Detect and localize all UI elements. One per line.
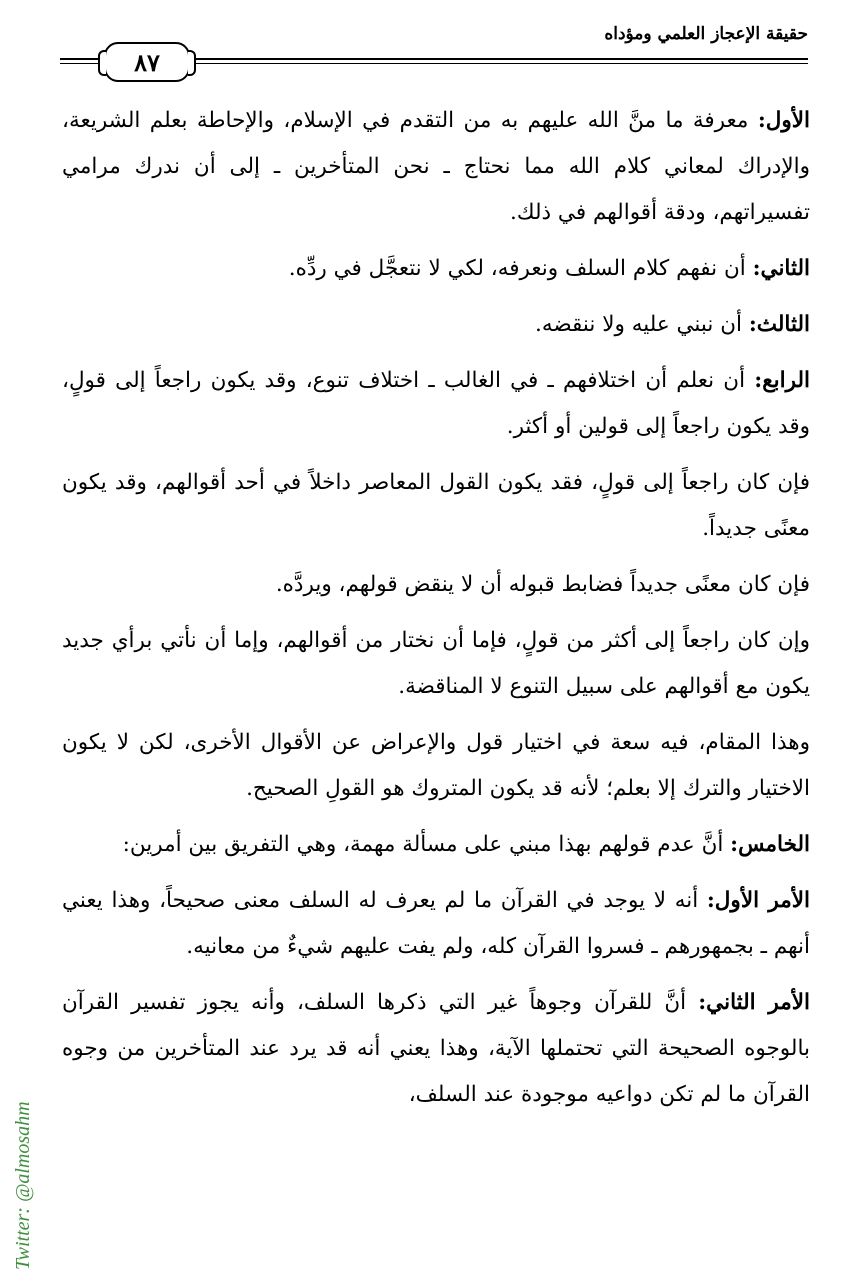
paragraph xyxy=(62,302,810,348)
header-rule xyxy=(60,63,100,64)
running-header xyxy=(60,14,808,84)
paragraph xyxy=(62,878,810,970)
header-rule xyxy=(190,63,808,64)
paragraph-text: أنَّ للقرآن وجوهاً غير التي ذكرها السلف، وأنه يجوز تفسير القرآن بالوجوه الصحيحة التي تحتملها الآية، وهذا يعني أنه قد يرد عند المتأخرين من وجوه القرآن ما لم تكن دواعيه موجودة عند السلف، xyxy=(62,990,810,1107)
body-text xyxy=(62,98,810,1128)
paragraph-text: فإن كان معنًى جديداً فضابط قبوله أن لا ينقض قولهم، ويردَّه. xyxy=(275,572,810,597)
paragraph xyxy=(62,98,810,236)
paragraph-text: وإن كان راجعاً إلى أكثر من قولٍ، فإما أن نختار من أقوالهم، وإما أن نأتي برأي جديد يكون مع أقوالهم على سبيل التنوع لا المناقضة. xyxy=(62,628,810,699)
paragraph-lead: الثاني: xyxy=(752,256,810,281)
paragraph-text: معرفة ما منَّ الله عليهم به من التقدم في الإسلام، والإحاطة بعلم الشريعة، والإدراك لمعاني كلام الله مما نحتاج ـ نحن المتأخرين ـ إلى أن ندرك مرامي تفسيراتهم، ودقة أقوالهم في ذلك. xyxy=(62,108,810,225)
paragraph xyxy=(62,246,810,292)
paragraph-text: أنَّ عدم قولهم بهذا مبني على مسألة مهمة، وهي التفريق بين أمرين: xyxy=(122,832,731,857)
paragraph-lead: الخامس: xyxy=(730,832,810,857)
paragraph xyxy=(62,358,810,450)
paragraph xyxy=(62,460,810,552)
paragraph-text: وهذا المقام، فيه سعة في اختيار قول والإعراض عن الأقوال الأخرى، لكن لا يكون الاختيار والترك إلا بعلم؛ لأنه قد يكون المتروك هو القولِ الصحيح. xyxy=(62,730,810,801)
header-rule xyxy=(60,58,100,60)
running-title: حقيقة الإعجاز العلمي ومؤداه xyxy=(604,24,808,44)
paragraph-text: أنه لا يوجد في القرآن ما لم يعرف له السلف معنى صحيحاً، وهذا يعني أنهم ـ بجمهورهم ـ فسروا القرآن كله، ولم يفت عليهم شيءٌ من معانيه. xyxy=(62,888,810,959)
page-number: ٨٧ xyxy=(134,47,160,77)
paragraph-text: أن نعلم أن اختلافهم ـ في الغالب ـ اختلاف تنوع، وقد يكون راجعاً إلى قولٍ، وقد يكون راجعاً إلى قولين أو أكثر. xyxy=(62,368,810,439)
paragraph-lead: الثالث: xyxy=(748,312,810,337)
paragraph-lead: الأمر الثاني: xyxy=(698,990,810,1015)
header-rule xyxy=(190,58,808,60)
twitter-watermark: Twitter: @almosahm xyxy=(12,1101,34,1270)
paragraph xyxy=(62,562,810,608)
paragraph-text: أن نبني عليه ولا ننقضه. xyxy=(535,312,749,337)
paragraph xyxy=(62,720,810,812)
paragraph-text: فإن كان راجعاً إلى قولٍ، فقد يكون القول المعاصر داخلاً في أحد أقوالهم، وقد يكون معنًى جديداً. xyxy=(62,470,810,541)
paragraph-text: أن نفهم كلام السلف ونعرفه، لكي لا نتعجَّل في ردِّه. xyxy=(288,256,753,281)
paragraph xyxy=(62,822,810,868)
paragraph-lead: الأول: xyxy=(757,108,810,133)
paragraph xyxy=(62,618,810,710)
paragraph xyxy=(62,980,810,1118)
paragraph-lead: الأمر الأول: xyxy=(706,888,811,913)
paragraph-lead: الرابع: xyxy=(754,368,810,393)
page-number-frame xyxy=(104,42,190,82)
